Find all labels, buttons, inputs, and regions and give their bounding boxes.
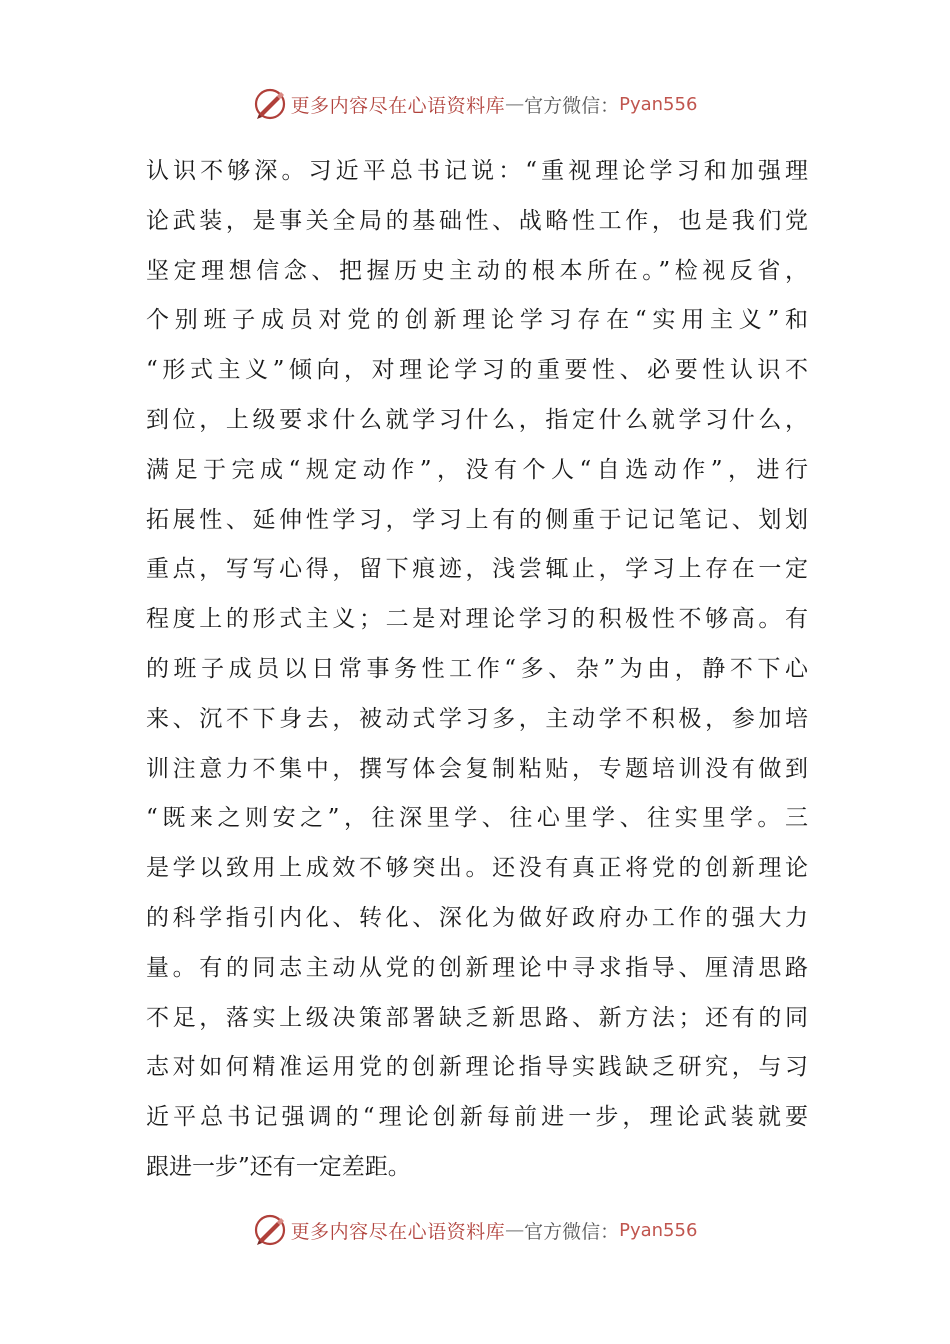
- body-line: 的班子成员以日常事务性工作“多、杂”为由，静不下心: [146, 655, 808, 682]
- body-line: 程度上的形式主义；二是对理论学习的积极性不够高。有: [146, 606, 808, 633]
- body-line: 论武装，是事关全局的基础性、战略性工作，也是我们党: [146, 207, 808, 234]
- header-brand-text: 更多内容尽在心语资料库: [290, 94, 506, 117]
- footer-separator: —: [505, 1219, 525, 1241]
- body-line: “既来之则安之”，往深里学、往心里学、往实里学。三: [146, 805, 808, 832]
- body-line: 训注意力不集中，撰写体会复制粘贴，专题培训没有做到: [146, 755, 808, 782]
- footer-brand-text: 更多内容尽在心语资料库: [290, 1220, 506, 1243]
- pen-logo-icon: [253, 1213, 287, 1247]
- body-line: 来、沉不下身去，被动式学习多，主动学不积极，参加培: [146, 705, 808, 732]
- body-line: 认识不够深。习近平总书记说：“重视理论学习和加强理: [146, 158, 808, 184]
- body-line: 量。有的同志主动从党的创新理论中寻求指导、厘清思路: [146, 954, 808, 981]
- body-line: 是学以致用上成效不够突出。还没有真正将党的创新理论: [146, 855, 808, 882]
- body-line: 个别班子成员对党的创新理论学习存在“实用主义”和: [146, 307, 808, 334]
- body-line: 不足，落实上级决策部署缺乏新思路、新方法；还有的同: [146, 1004, 808, 1031]
- body-line: 拓展性、延伸性学习，学习上有的侧重于记记笔记、划划: [146, 506, 808, 533]
- header-separator: —: [505, 93, 525, 115]
- body-line: 到位，上级要求什么就学习什么，指定什么就学习什么，: [146, 406, 808, 433]
- footer-contact-label: 官方微信：: [524, 1220, 620, 1243]
- header-contact-id: Pyan556: [619, 93, 698, 115]
- body-line: 志对如何精准运用党的创新理论指导实践缺乏研究，与习: [146, 1054, 808, 1081]
- body-line-last: 跟进一步”还有一定差距。: [146, 1153, 411, 1180]
- footer-watermark: [0, 1210, 950, 1250]
- body-line: 近平总书记强调的“理论创新每前进一步，理论武装就要: [146, 1104, 808, 1131]
- document-body: [146, 147, 808, 1193]
- footer-contact-id: Pyan556: [619, 1219, 698, 1241]
- header-watermark: [0, 84, 950, 124]
- body-line: 满足于完成“规定动作”，没有个人“自选动作”，进行: [146, 456, 808, 483]
- body-line: 的科学指引内化、转化、深化为做好政府办工作的强大力: [146, 904, 808, 931]
- body-line: “形式主义”倾向，对理论学习的重要性、必要性认识不: [146, 357, 808, 384]
- header-contact-label: 官方微信：: [524, 94, 620, 117]
- body-line: 坚定理想信念、把握历史主动的根本所在。”检视反省，: [146, 257, 808, 284]
- pen-logo-icon: [253, 87, 287, 121]
- body-line: 重点，写写心得，留下痕迹，浅尝辄止，学习上存在一定: [146, 556, 808, 583]
